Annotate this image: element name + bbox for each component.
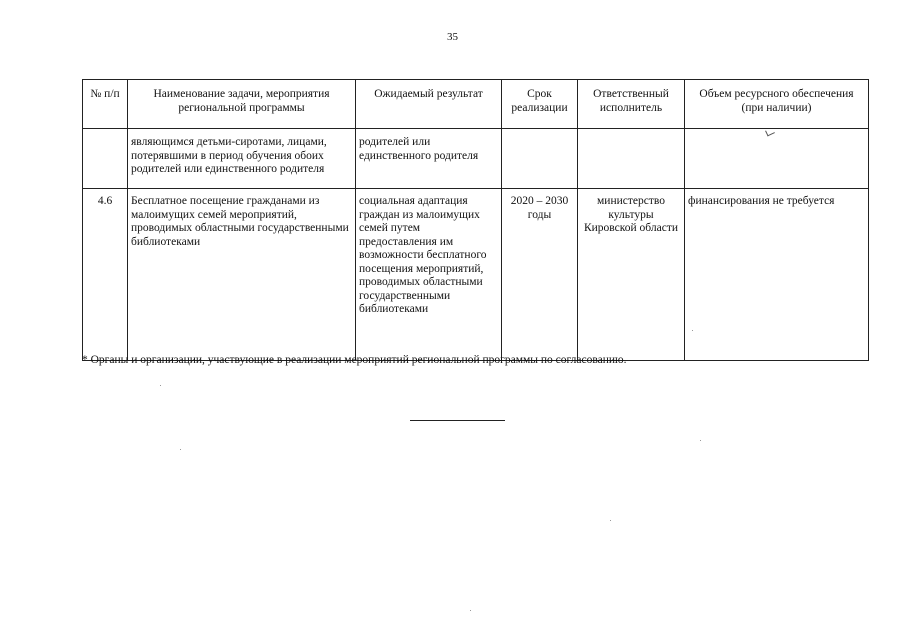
header-resources: Объем ресурсного обеспечения (при наличии) — [685, 80, 869, 129]
program-table — [82, 79, 869, 361]
cell-expected-result: родителей или единственного родителя — [356, 129, 502, 189]
cell-task-name: Бесплатное посещение гражданами из малоимущих семей мероприятий, проводимых областными государственными библиотеками — [128, 189, 356, 361]
cell-resources — [685, 129, 869, 189]
cell-executor: министерство культуры Кировской области — [578, 189, 685, 361]
header-period: Срок реализации — [502, 80, 578, 129]
header-task-name: Наименование задачи, мероприятия региональной программы — [128, 80, 356, 129]
cell-expected-result: социальная адаптация граждан из малоимущих семей путем предоставления им возможности бесплатного посещения мероприятий, проводимых областными государственными библиотеками — [356, 189, 502, 361]
scan-speck — [700, 440, 701, 441]
page-number: 35 — [447, 31, 458, 43]
cell-number: 4.6 — [83, 189, 128, 361]
scan-speck — [610, 520, 611, 521]
end-divider — [410, 420, 505, 421]
scan-speck — [160, 385, 161, 386]
cell-number — [83, 129, 128, 189]
table-row — [83, 189, 869, 361]
cell-period — [502, 129, 578, 189]
scan-speck — [692, 330, 693, 331]
table-row — [83, 129, 869, 189]
header-executor: Ответственный исполнитель — [578, 80, 685, 129]
cell-task-name: являющимся детьми-сиротами, лицами, потерявшими в период обучения обоих родителей или единственного родителя — [128, 129, 356, 189]
cell-executor — [578, 129, 685, 189]
table-header-row — [83, 80, 869, 129]
header-expected-result: Ожидаемый результат — [356, 80, 502, 129]
cell-resources: финансирования не требуется — [685, 189, 869, 361]
footnote: * Органы и организации, участвующие в реализации мероприятий региональной программы по согласованию. — [82, 354, 627, 366]
scan-speck — [470, 610, 471, 611]
cell-period: 2020 – 2030 годы — [502, 189, 578, 361]
scan-speck — [180, 449, 181, 450]
header-number: № п/п — [83, 80, 128, 129]
